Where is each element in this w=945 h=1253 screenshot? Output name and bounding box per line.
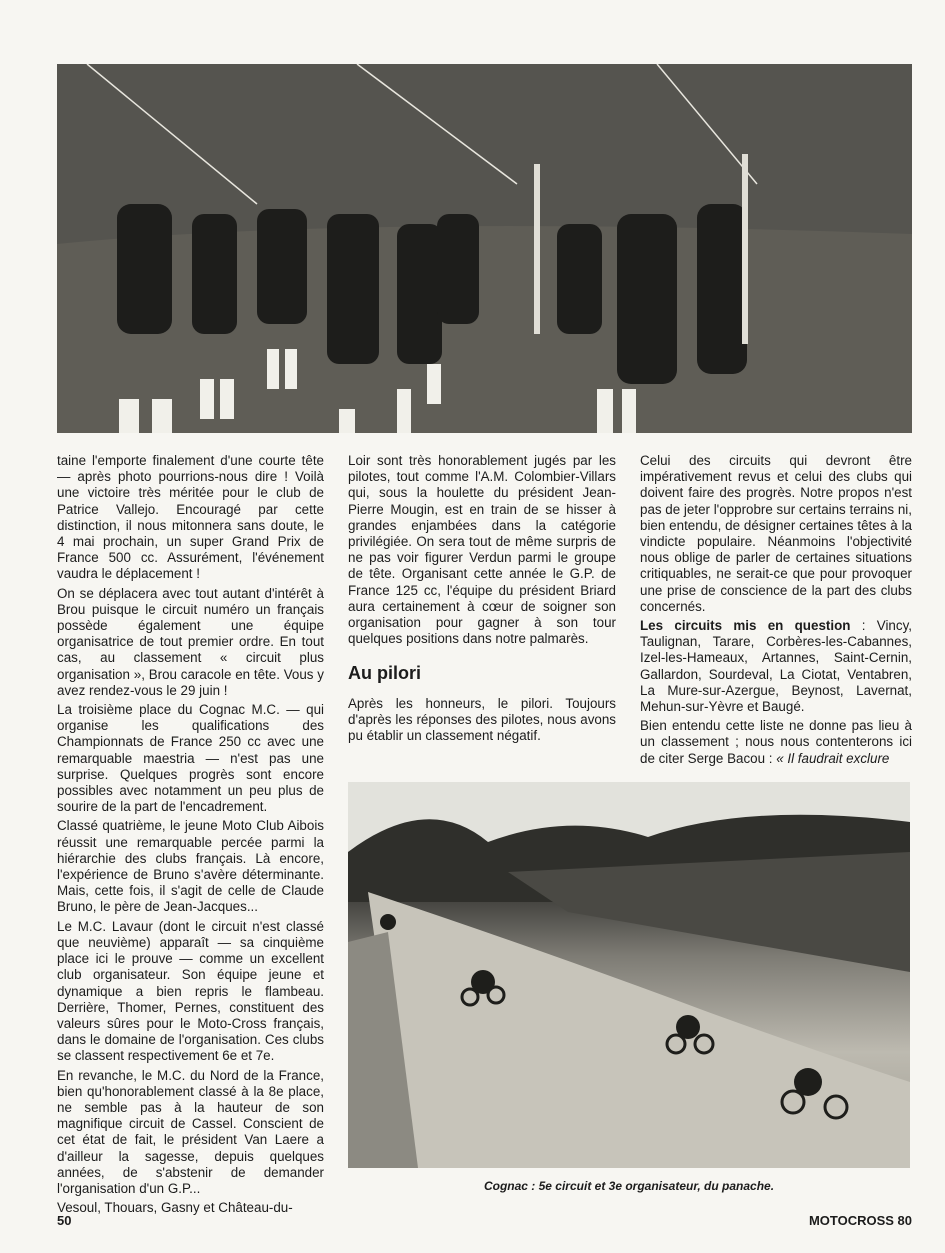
col1-paragraph-1: taine l'emporte finalement d'une courte tête — après photo pourrions-nous dire ! Voilà une victoire très méritée pour le club de Patrice Vallejo. Encouragé par cette distinction, il nous mitonnera sans doute, le 4 mai prochain, un super Grand Prix de France 500 cc. Assurément, l'événement vaudra le déplacement ! — [57, 453, 324, 582]
col2-paragraph-1: Loir sont très honorablement jugés par les pilotes, tout comme l'A.M. Colombier-Villars qui, sous la houlette du président Jean-Pierre Mougin, est en train de se hisser à grandes enjambées dans la catégorie privilégiée. On sera tout de même surpris de ne pas voir figurer Verdun parmi le groupe de tête. Organisant cette année le G.P. de France 125 cc, l'équipe du président Briard aura certainement à cœur de soigner son organisation pour gagner à son tour quelques positions dans notre palmarès. — [348, 453, 616, 647]
col2-paragraph-2: Après les honneurs, le pilori. Toujours d'après les réponses des pilotes, nous avons pu établir un classement négatif. — [348, 695, 616, 744]
col1-paragraph-2: On se déplacera avec tout autant d'intérêt à Brou puisque le circuit numéro un français possède également une équipe organisatrice de tout premier ordre. En tout cas, au classement « circuit plus organisation », Brou caracole en tête. Vous y avez rendez-vous le 29 juin ! — [57, 585, 324, 698]
col3-paragraph-2 — [640, 618, 912, 715]
photo-motocross-illustration — [348, 782, 910, 1168]
magazine-name: MOTOCROSS 80 — [808, 1213, 912, 1228]
page-number: 50 — [57, 1213, 72, 1228]
circuits-list: : Vincy, Taulignan, Tarare, Corbères-les-Cabannes, Izel-les-Hameaux, Artannes, Saint-Cernin, Gallardon, Sourdeval, La Ciotat, Ventabren, La Mure-sur-Azergue, Beynost, Lavernat, Mehun-sur-Yèvre et Baugé. — [640, 618, 912, 715]
col3-paragraph-3-text: Bien entendu cette liste ne donne pas lieu à un classement ; nous nous contenterons ici de citer Serge Bacou : — [640, 718, 912, 766]
col1-paragraph-5: Le M.C. Lavaur (dont le circuit n'est classé que neuvième) apparaît — sa cinquième place ici le prouve — comme un excellent club organisateur. Son équipe jeune et dynamique a bien repris le flambeau. Derrière, Thomer, Pernes, constituent des valeurs sûres pour le Moto-Cross français, dans le domaine de l'organisation. Ces clubs se classent respectivement 6e et 7e. — [57, 918, 324, 1064]
col3-quote: « Il faudrait exclure — [776, 750, 890, 766]
photo-majorettes — [57, 64, 912, 433]
section-heading-au-pilori: Au pilori — [348, 663, 421, 684]
col1-paragraph-3: La troisième place du Cognac M.C. — qui organise les qualifications des Championnats de France 250 cc avec une remarquable maestria — n'est pas une surprise. Quelques progrès sont encore possibles avec notamment un peu plus de sourire de la part de l'encadrement. — [57, 702, 324, 815]
col1-paragraph-4: Classé quatrième, le jeune Moto Club Aibois réussit une remarquable percée parmi la hiérarchie des clubs français. Là encore, l'expérience de Bruno s'avère déterminante. Mais, cette fois, il s'agit de celle de Claude Bruno, le père de Jean-Jacques... — [57, 818, 324, 915]
col1-paragraph-6: En revanche, le M.C. du Nord de la France, bien qu'honorablement classé à la 8e place, ne semble pas à la hauteur de son magnifique circuit de Cassel. Conscient de cet état de fait, le président Van Laere a d'ailleur la sagesse, depuis quelques années, de s'abstenir de demander l'organisation d'un G.P... — [57, 1067, 324, 1196]
col3-paragraph-1: Celui des circuits qui devront être impérativement revus et celui des clubs qui doivent faire des progrès. Notre propos n'est pas de jeter l'opprobre sur certains terrains ni, bien entendu, de désigner certaines têtes à la vindicte populaire. Néanmoins l'objectivité nous oblige de parler de certaines situations critiquables, ne serait-ce que pour provoquer une prise de conscience de la part des clubs concernés. — [640, 453, 912, 614]
circuits-lead: Les circuits mis en question — [640, 618, 851, 634]
column-2 — [348, 453, 616, 747]
column-1 — [57, 453, 324, 1219]
col1-paragraph-7: Vesoul, Thouars, Gasny et Château-du- — [57, 1200, 293, 1216]
column-3 — [640, 453, 912, 770]
col3-paragraph-3 — [640, 718, 912, 767]
photo-caption: Cognac : 5e circuit et 3e organisateur, du panache. — [483, 1179, 775, 1193]
photo-motocross-race — [348, 782, 910, 1168]
photo-majorettes-illustration — [57, 64, 912, 433]
